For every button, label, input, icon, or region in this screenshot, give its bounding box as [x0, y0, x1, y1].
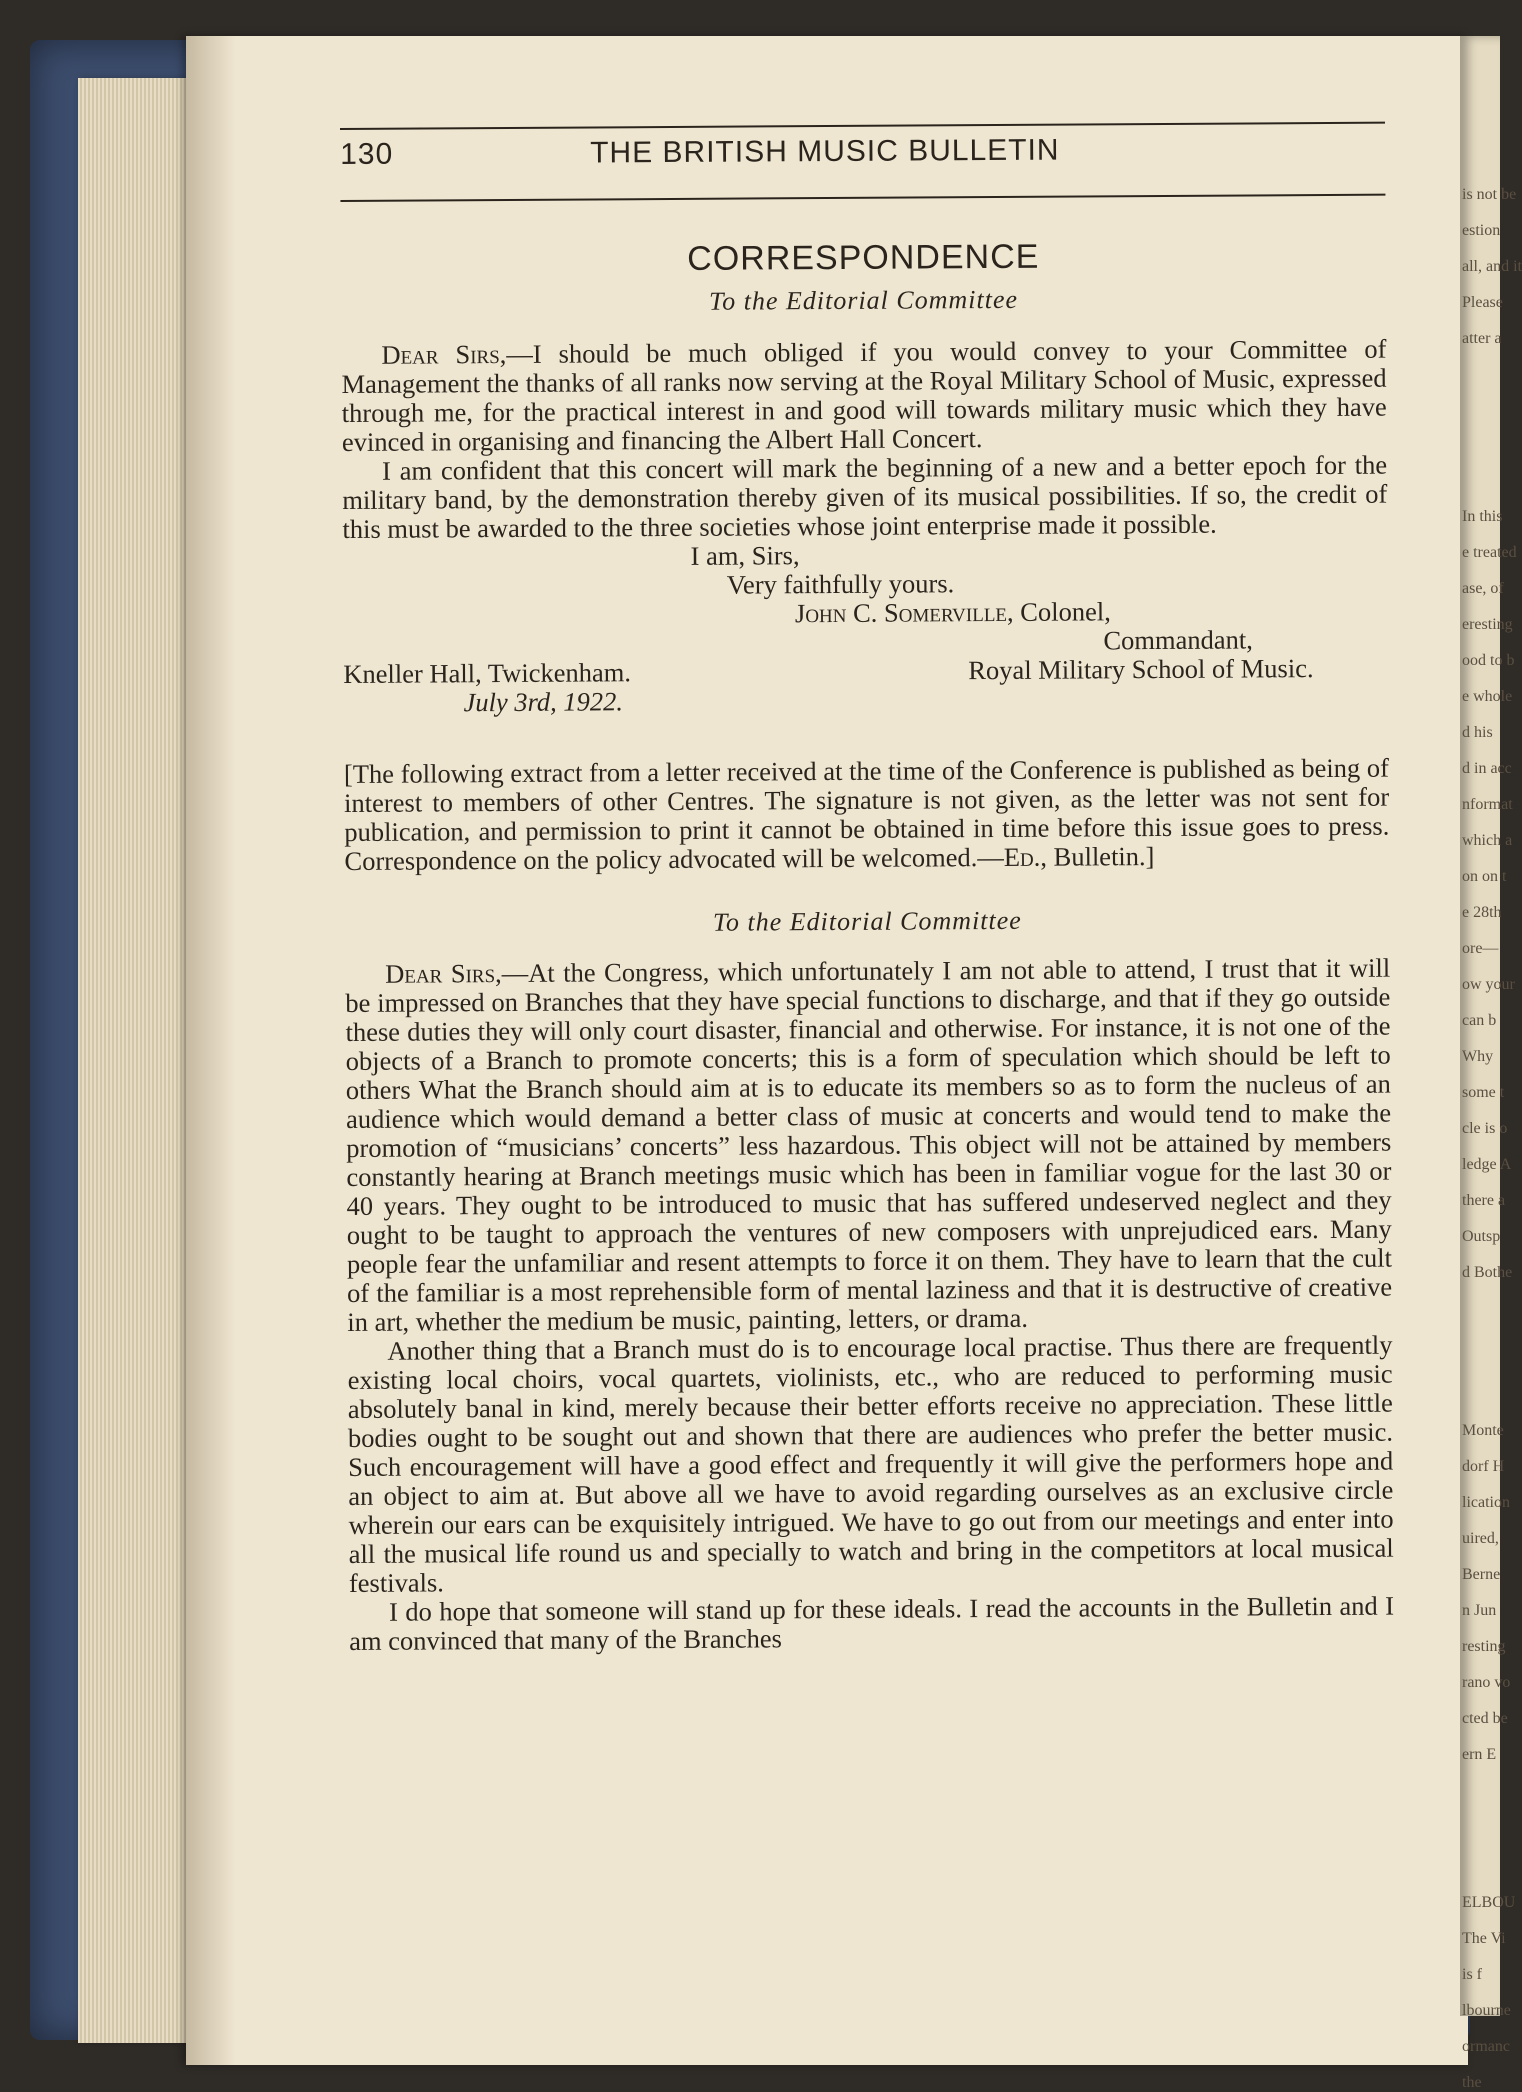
running-header — [340, 124, 1385, 200]
facing-page-fragment: ledge A — [1462, 1156, 1512, 1173]
facing-page-fragment: e whole — [1462, 688, 1513, 705]
facing-page-fragment: d his — [1462, 724, 1493, 741]
facing-page-fragment: uired, — [1462, 1530, 1499, 1547]
signature-block — [968, 625, 1389, 715]
closing-line: Very faithfully yours. — [726, 568, 955, 600]
facing-page-fragment: Berne — [1462, 1566, 1501, 1583]
signature-title: Commandant, — [1103, 624, 1253, 656]
facing-page-fragment: cted be — [1462, 1710, 1508, 1727]
facing-page-fragment: d in acc — [1462, 760, 1512, 777]
editor-note: [The following extract from a letter received at the time of the Conference is published as being of interest to members of other Centres. The signature is not given, as the letter was not sent for publication, and permission to print it cannot be obtained in time before this issue goes to press. Correspondence on the policy advocated will be welcomed.—Ed., Bulletin.] — [343, 752, 1390, 876]
facing-page-fragment: d Bothe — [1462, 1264, 1513, 1281]
facing-page-fragment: ore— — [1462, 940, 1499, 957]
article-title: CORRESPONDENCE — [687, 237, 1040, 278]
addressee-heading: To the Editorial Committee — [709, 284, 1019, 316]
facing-page-fragment: n Jun — [1462, 1602, 1497, 1619]
date: July 3rd, 1922. — [463, 686, 624, 718]
facing-page-fragment: ormanc — [1462, 2038, 1510, 2055]
facing-page-fragment: estion — [1462, 222, 1501, 239]
facing-page-fragment: there a — [1462, 1192, 1506, 1209]
page-gutter-shadow — [186, 36, 236, 2065]
facing-page-fragment: the — [1462, 2074, 1482, 2091]
letter2-paragraph: Another thing that a Branch must do is to encourage local practise. Thus there are frequently existing local choirs, vocal quartets, violinists, etc., who are reduced to performing music absolutely banal in kind, merely because their better efforts receive no appreciation. These little bodies ought to be sought out and shown that there are audiences who prefer the better music. Such encouragement will have a good effect and frequently it will give the performers hope and an object to aim at. But above all we have to avoid regarding ourselves as an exclusive circle wherein our ears can be exquisitely intrigued. We have to go out from our meetings and enter into all the musical life round us and specially to watch and bring in the competitors at local musical festivals. — [347, 1329, 1394, 1598]
running-title: THE BRITISH MUSIC BULLETIN — [590, 133, 1060, 170]
page-number: 130 — [340, 137, 394, 171]
facing-page-fragment: some t — [1462, 1084, 1505, 1101]
facing-page-fragment: atter a — [1462, 330, 1502, 347]
facing-page-fragment: dorf H — [1462, 1458, 1505, 1475]
signature-name: John C. Somerville, — [794, 596, 1014, 629]
facing-page-fragment: ern E — [1462, 1746, 1497, 1763]
facing-page-fragment: on on t — [1462, 868, 1507, 885]
letter1-place-date — [343, 629, 631, 718]
facing-page-fragment: all, and it — [1462, 258, 1522, 275]
letter1-signoff — [343, 538, 1389, 631]
letter2-paragraph: I do hope that someone will stand up for these ideals. I read the accounts in the Bulletin and I am convinced that many of the Branches — [349, 1590, 1395, 1656]
page-block-edges — [78, 78, 190, 2043]
signature-org: Royal Military School of Music. — [968, 653, 1314, 686]
letter2-paragraph: Dear Sirs,—At the Congress, which unfortunately I am not able to attend, I trust that it will be impressed on Branches that they have special functions to discharge, and that if they go outside these duties they will only court disaster, financial and otherwise. For instance, it is not one of the objects of a Branch to promote concerts; this is a form of speculation which should be left to others What the Branch should aim at is to educate its members so as to form the nucleus of an audience which would demand a better class of music at concerts and would tend to make the promotion of “musicians’ concerts” less hazardous. This object will not be attained by members constantly hearing at Branch meetings music which has been in familiar vogue for the last 30 or 40 years. They ought to be introduced to music that has suffered undeserved neglect and they ought to be taught to approach the ventures of new composers with unprejudiced ears. Many people fear the unfamiliar and resent attempts to force it on them. They have to learn that the cult of the familiar is a most reprehensible form of mental laziness and that it is destructive of creative in art, whether the medium be music, painting, letters, or drama. — [345, 952, 1393, 1337]
facing-page-fragment: eresting — [1462, 616, 1513, 633]
facing-page-fragment: Please — [1462, 294, 1503, 311]
facing-page-fragment: lication — [1462, 1494, 1510, 1511]
facing-page-fragment: cle is o — [1462, 1120, 1508, 1137]
letter1-paragraph: Dear Sirs,—I should be much obliged if you would convey to your Committee of Management the thanks of all ranks now serving at the Royal Military School of Music, expressed through me, for the practical interest in and good will towards military music which they have evinced in organising and financing the Albert Hall Concert. — [341, 333, 1387, 457]
facing-page-fragment: ood to b — [1462, 652, 1515, 669]
letter1-paragraph: I am confident that this concert will mark the beginning of a new and a better epoch for the military band, by the demonstration thereby given of its musical possibilities. If so, the credit of this must be awarded to the three societies whose joint enterprise made it possible. — [342, 449, 1388, 544]
facing-page-fragment: is f — [1462, 1966, 1482, 1983]
facing-page-fragment: lbourne — [1462, 2002, 1511, 2019]
signature-rank: Colonel, — [1013, 596, 1111, 627]
facing-page-fragment: ow your — [1462, 976, 1515, 993]
facing-page-fragment: which a — [1462, 832, 1513, 849]
place-date-row — [343, 625, 1389, 718]
facing-page-fragment: resting — [1462, 1638, 1506, 1655]
facing-page-fragment: rano vo — [1462, 1674, 1511, 1691]
facing-page-fragment: e treated — [1462, 544, 1517, 561]
facing-page-fragment: ELBOU — [1462, 1894, 1516, 1911]
facing-page-fragment: In this — [1462, 508, 1503, 525]
facing-page-fragment: e 28th — [1462, 904, 1502, 921]
addressee-heading: To the Editorial Committee — [712, 905, 1022, 937]
place: Kneller Hall, Twickenham. — [343, 657, 632, 689]
facing-page-fragment: Why — [1462, 1048, 1494, 1065]
facing-page-fragment: is not be — [1462, 186, 1517, 203]
salutation: Dear Sirs, — [381, 338, 507, 370]
facing-page-fragment: can b — [1462, 1012, 1497, 1029]
facing-page-fragment: The Vi — [1462, 1930, 1506, 1947]
editor-abbrev: Ed. — [1003, 841, 1041, 872]
facing-page-fragment: Outsp — [1462, 1228, 1501, 1245]
facing-page-fragment: ase, of — [1462, 580, 1504, 597]
facing-page-edge — [1460, 36, 1522, 2091]
facing-page-fragment: nformat — [1462, 796, 1513, 813]
closing-line: I am, Sirs, — [690, 540, 800, 571]
facing-page-fragment: Monte — [1462, 1422, 1504, 1439]
page-content — [340, 122, 1394, 1656]
salutation: Dear Sirs, — [385, 958, 502, 989]
